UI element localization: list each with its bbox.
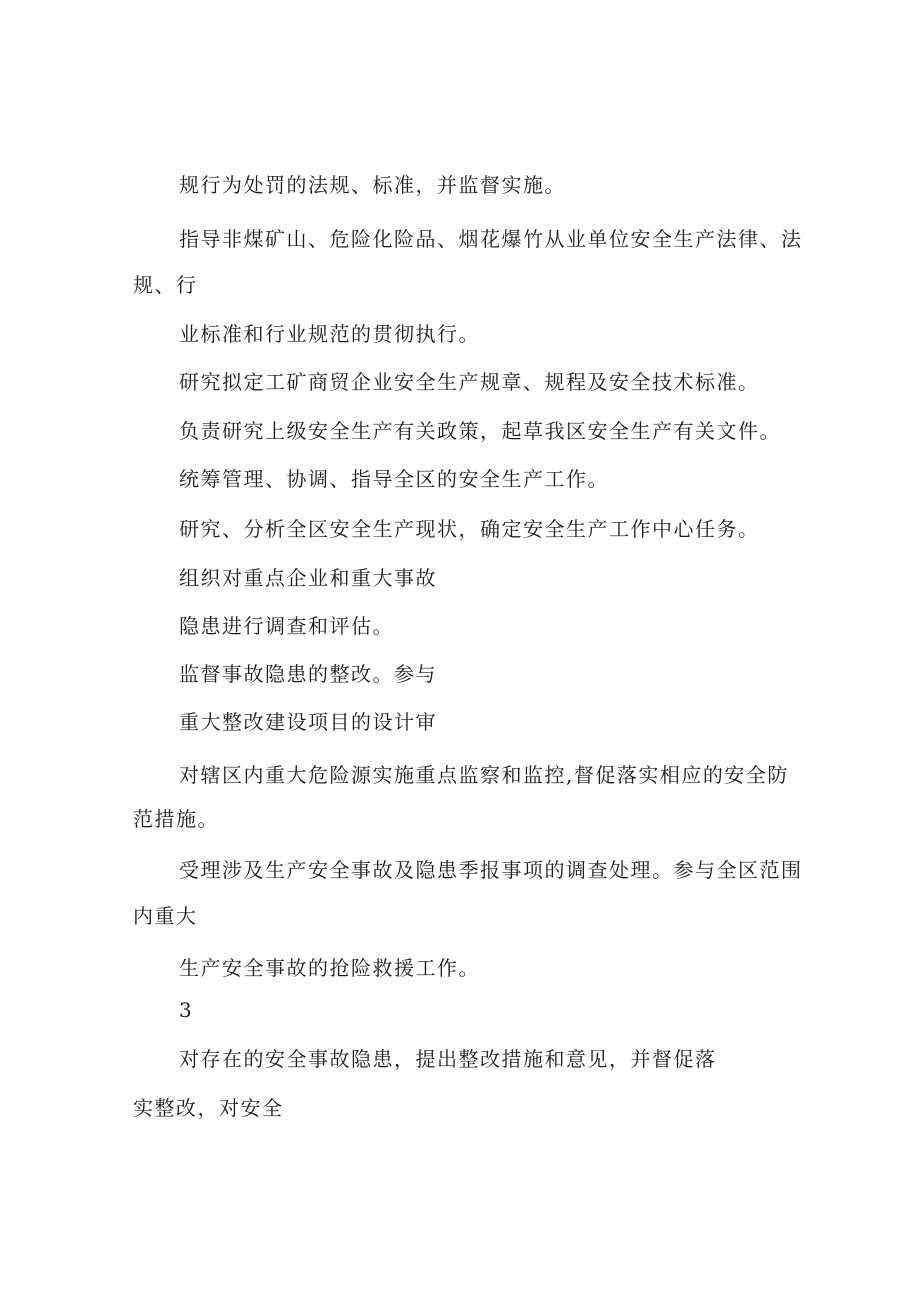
text-line: 指导非煤矿山、危险化险品、烟花爆竹从业单位安全生产法律、法 xyxy=(179,227,803,251)
text-line: 实整改，对安全 xyxy=(133,1096,284,1120)
text-line: 负责研究上级安全生产有关政策，起草我区安全生产有关文件。 xyxy=(179,419,781,443)
text-line: 组织对重点企业和重大事故 xyxy=(179,566,437,590)
text-line: 对辖区内重大危险源实施重点监察和监控,督促落实相应的安全防 xyxy=(179,763,789,787)
text-line: 生产安全事故的抢险救援工作。 xyxy=(179,956,480,980)
text-line: 监督事故隐患的整改。参与 xyxy=(179,662,437,686)
text-line: 受理涉及生产安全事故及隐患季报事项的调查处理。参与全区范围 xyxy=(179,858,803,882)
text-line: 范措施。 xyxy=(133,807,219,831)
text-line: 业标准和行业规范的贯彻执行。 xyxy=(179,322,480,346)
text-line: 内重大 xyxy=(133,904,198,928)
text-line: 规行为处罚的法规、标准，并监督实施。 xyxy=(179,173,566,197)
text-line: 规、行 xyxy=(133,273,198,297)
text-line: 隐患进行调查和评估。 xyxy=(179,614,394,638)
text-line: 重大整改建设项目的设计审 xyxy=(179,710,437,734)
page-number: 3 xyxy=(179,998,194,1022)
text-line: 研究拟定工矿商贸企业安全生产规章、规程及安全技术标准。 xyxy=(179,370,760,394)
text-line: 统筹管理、协调、指导全区的安全生产工作。 xyxy=(179,467,609,491)
text-line: 研究、分析全区安全生产现状，确定安全生产工作中心任务。 xyxy=(179,517,760,541)
text-line: 对存在的安全事故隐患，提出整改措施和意见，并督促落 xyxy=(179,1047,717,1071)
